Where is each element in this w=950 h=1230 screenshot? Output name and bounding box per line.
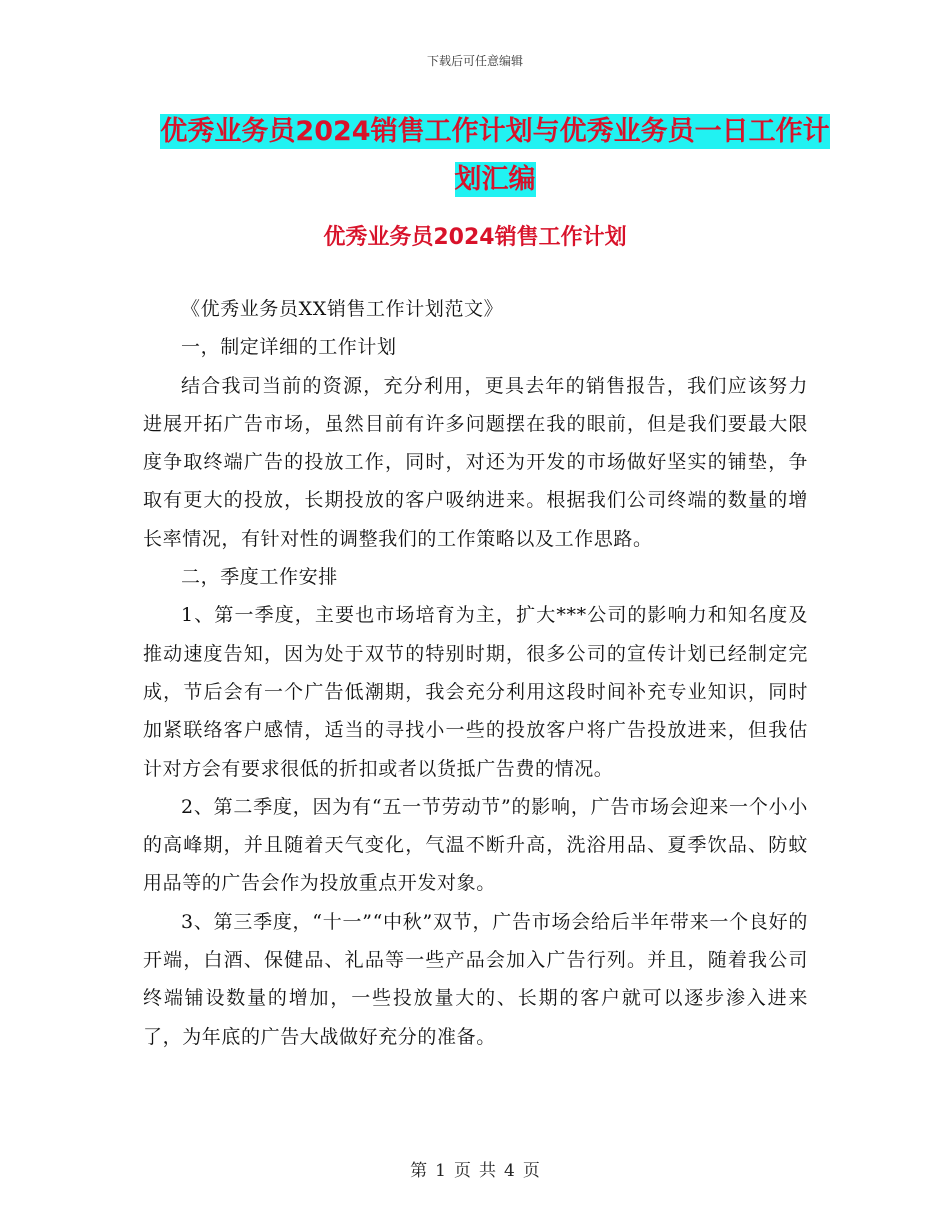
paragraph: 一，制定详细的工作计划: [181, 336, 397, 359]
paragraph: 结合我司当前的资源，充分利用，更具去年的销售报告，我们应该努力进展开拓广告市场，虽然目前有许多问题摆在我的眼前，但是我们要最大限度争取终端广告的投放工作，同时，对还为开发的市场做好坚实的铺垫，争取有更大的投放，长期投放的客户吸纳进来。根据我们公司终端的数量的增长率情况，有针对性的调整我们的工作策略以及工作思路。: [143, 374, 808, 550]
footer-total-pages: 4: [504, 1161, 515, 1181]
footer-total-word: 共: [479, 1161, 496, 1181]
paragraph: 2、第二季度，因为有“五一节劳动节”的影响，广告市场会迎来一个小小的高峰期，并且随着天气变化，气温不断升高，洗浴用品、夏季饮品、防蚊用品等的广告会作为投放重点开发对象。: [143, 795, 808, 895]
footer-current-page: 1: [435, 1161, 446, 1181]
body-content: [143, 290, 808, 1056]
paragraph: 《优秀业务员XX销售工作计划范文》: [181, 298, 504, 320]
footer-prefix: 第: [410, 1161, 428, 1181]
footer-suffix: 页: [522, 1161, 540, 1181]
header-note: 下载后可任意编辑: [426, 54, 523, 68]
paragraph: 3、第三季度，“十一”“中秋”双节，广告市场会给后半年带来一个良好的开端，白酒、保健品、礼品等一些产品会加入广告行列。并且，随着我公司终端铺设数量的增加，一些投放量大的、长期的客户就可以逐步渗入进来了，为年底的广告大战做好充分的准备。: [143, 910, 808, 1048]
paragraph: 二，季度工作安排: [181, 566, 338, 589]
main-title-text: 优秀业务员2024销售工作计划与优秀业务员一日工作计划汇编: [160, 116, 830, 195]
paragraph: 1、第一季度，主要也市场培育为主，扩大***公司的影响力和知名度及推动速度告知，因为处于双节的特别时期，很多公司的宣传计划已经制定完成，节后会有一个广告低潮期，我会充分利用这段时间补充专业知识，同时加紧联络客户感情，适当的寻找小一些的投放客户将广告投放进来，但我估计对方会有要求很低的折扣或者以货抵广告费的情况。: [143, 604, 808, 780]
page-footer: [0, 1156, 950, 1181]
section-title: 优秀业务员2024销售工作计划: [323, 225, 627, 250]
footer-page-word: 页: [454, 1161, 471, 1181]
main-title: [150, 108, 840, 204]
